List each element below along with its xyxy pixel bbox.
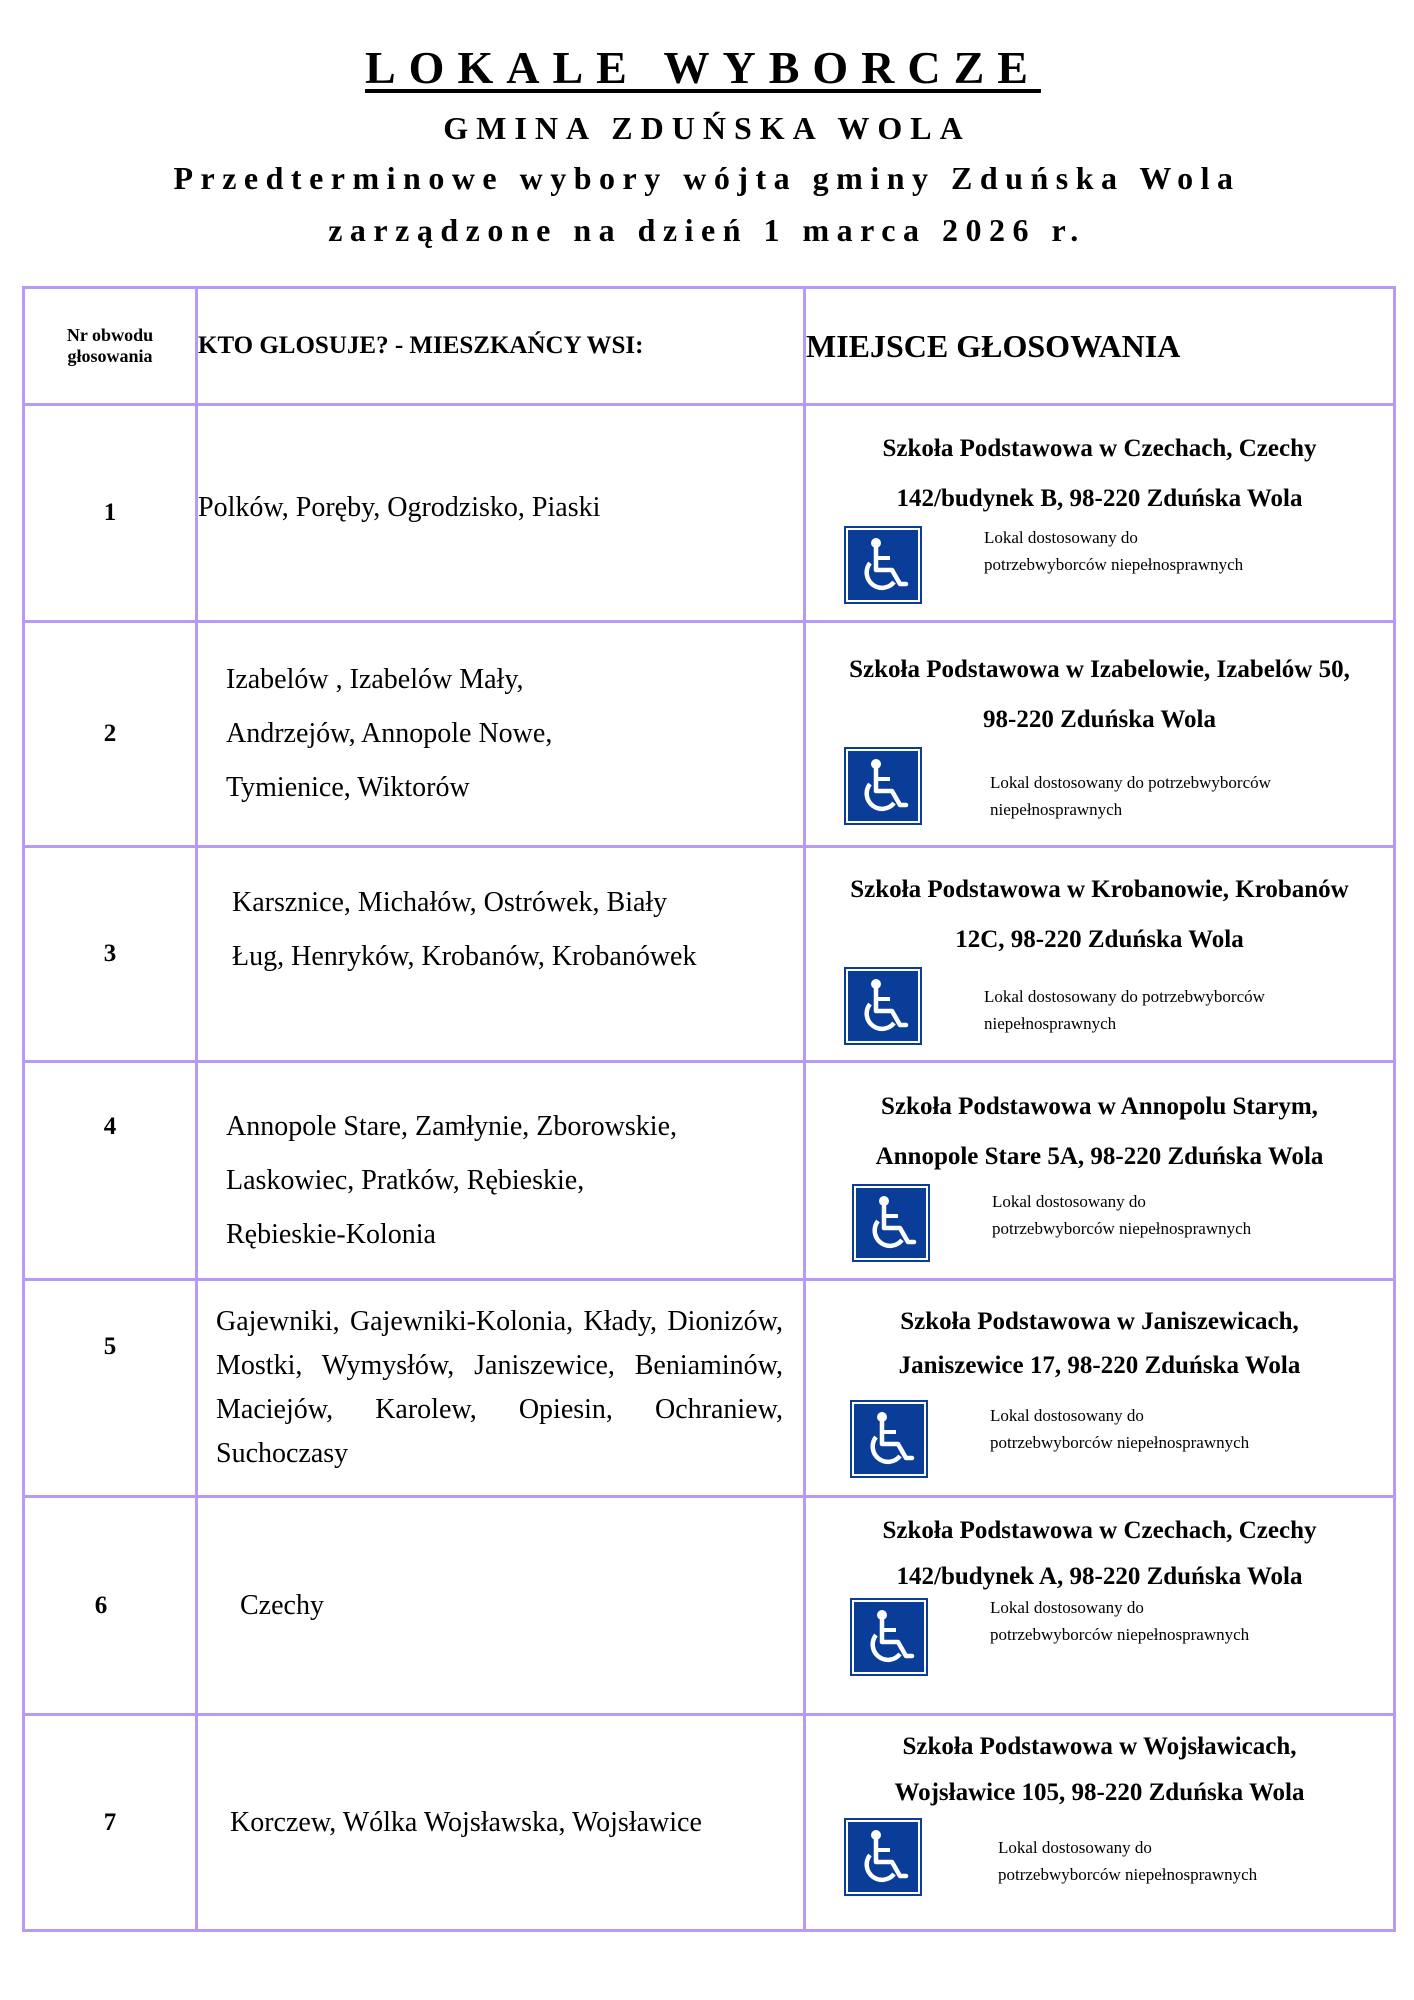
location-line-2: Janiszewice 17, 98-220 Zduńska Wola (898, 1352, 1301, 1379)
location-line-2: 142/budynek B, 98-220 Zduńska Wola (896, 485, 1303, 512)
polling-location (805, 405, 1395, 622)
villages-line: Rębieskie-Kolonia (226, 1218, 436, 1250)
villages-list: Gajewniki, Gajewniki-Kolonia, Kłady, Dionizów, Mostki, Wymysłów, Janiszewice, Beniaminów, Maciejów, Karolew, Opiesin, Ochraniew, Suchoczasy (197, 1280, 805, 1497)
wheelchair-accessibility-icon (852, 1402, 926, 1476)
villages-list: Czechy (197, 1497, 805, 1715)
accessibility-line-2: potrzebwyborców niepełnosprawnych (998, 1865, 1258, 1884)
table-row (24, 622, 1395, 847)
villages-line: Izabelów , Izabelów Mały, (226, 664, 524, 695)
accessibility-line-1: Lokal dostosowany do (998, 1838, 1152, 1857)
district-number: 6 (24, 1497, 197, 1715)
accessibility-info (806, 1402, 1393, 1476)
accessibility-info (806, 1820, 1393, 1894)
location-line-1: Szkoła Podstawowa w Izabelowie, Izabelów 50, (849, 656, 1350, 683)
accessibility-info (806, 528, 1393, 602)
location-line-1: Szkoła Podstawowa w Czechach, Czechy (882, 1517, 1317, 1544)
document-subtitle: GMINA ZDUŃSKA WOLA (443, 110, 971, 146)
table-header-row (24, 288, 1395, 405)
wheelchair-accessibility-icon (852, 1600, 926, 1674)
district-number: 5 (24, 1280, 197, 1497)
table-row (24, 1280, 1395, 1497)
villages-line: Karsznice, Michałów, Ostrówek, Biały (232, 887, 668, 918)
wheelchair-accessibility-icon (854, 1186, 928, 1260)
polling-location (805, 1497, 1395, 1715)
wheelchair-accessibility-icon (846, 969, 920, 1043)
accessibility-line-1: Lokal dostosowany do potrzebwyborców (990, 773, 1271, 792)
location-line-2: 142/budynek A, 98-220 Zduńska Wola (896, 1563, 1303, 1590)
polling-location (805, 622, 1395, 847)
accessibility-line-1: Lokal dostosowany do (992, 1191, 1146, 1211)
location-line-1: Szkoła Podstawowa w Janiszewicach, (900, 1308, 1299, 1335)
accessibility-line-2: potrzebwyborców niepełnosprawnych (984, 555, 1244, 574)
table-row (24, 847, 1395, 1062)
location-line-2: Wojsławice 105, 98-220 Zduńska Wola (894, 1779, 1305, 1806)
location-line-1: Szkoła Podstawowa w Wojsławicach, (902, 1733, 1297, 1760)
villages-list (197, 847, 805, 1062)
column-header-who: KTO GLOSUJE? - MIESZKAŃCY WSI: (197, 288, 805, 405)
polling-location (805, 847, 1395, 1062)
villages-line: Tymienice, Wiktorów (226, 772, 470, 803)
accessibility-line-1: Lokal dostosowany do (990, 1406, 1144, 1425)
accessibility-line-2: niepełnosprawnych (984, 1014, 1117, 1033)
election-description: Przedterminowe wybory wójta gminy Zduńska Wola (173, 160, 1241, 196)
accessibility-info (806, 1186, 1393, 1260)
election-date: zarządzone na dzień 1 marca 2026 r. (328, 212, 1086, 248)
location-line-2: 98-220 Zduńska Wola (983, 706, 1216, 733)
villages-line: Annopole Stare, Zamłynie, Zborowskie, (226, 1110, 678, 1142)
villages-line: Laskowiec, Pratków, Rębieskie, (226, 1164, 585, 1196)
villages-line: Andrzejów, Annopole Nowe, (226, 718, 553, 749)
location-line-2: 12C, 98-220 Zduńska Wola (955, 926, 1244, 953)
district-number: 7 (24, 1715, 197, 1931)
wheelchair-accessibility-icon (846, 1820, 920, 1894)
accessibility-line-2: potrzebwyborców niepełnosprawnych (990, 1433, 1250, 1452)
table-row (24, 1715, 1395, 1931)
villages-list (197, 1062, 805, 1280)
accessibility-line-2: potrzebwyborców niepełnosprawnych (992, 1218, 1252, 1238)
villages-list (197, 622, 805, 847)
table-row (24, 405, 1395, 622)
district-number: 3 (24, 847, 197, 1062)
accessibility-line-1: Lokal dostosowany do potrzebwyborców (984, 987, 1265, 1006)
district-number: 2 (24, 622, 197, 847)
district-number: 1 (24, 405, 197, 622)
location-line-1: Szkoła Podstawowa w Czechach, Czechy (882, 435, 1317, 462)
villages-line: Ług, Henryków, Krobanów, Krobanówek (232, 941, 697, 972)
accessibility-line-2: potrzebwyborców niepełnosprawnych (990, 1625, 1250, 1644)
villages-list: Polków, Poręby, Ogrodzisko, Piaski (197, 405, 805, 622)
location-line-1: Szkoła Podstawowa w Krobanowie, Krobanów (850, 876, 1349, 903)
column-header-where: MIEJSCE GŁOSOWANIA (805, 288, 1395, 405)
accessibility-info (806, 749, 1393, 823)
polling-stations-table (22, 286, 1396, 1932)
column-header-nr: Nr obwodu głosowania (24, 288, 197, 405)
location-line-1: Szkoła Podstawowa w Annopolu Starym, (881, 1092, 1318, 1120)
villages-list: Korczew, Wólka Wojsławska, Wojsławice (197, 1715, 805, 1931)
wheelchair-accessibility-icon (846, 528, 920, 602)
accessibility-info (806, 969, 1393, 1043)
district-number: 4 (24, 1062, 197, 1280)
wheelchair-accessibility-icon (846, 749, 920, 823)
polling-location (805, 1280, 1395, 1497)
document-title: LOKALE WYBORCZE (365, 42, 1041, 93)
table-row (24, 1062, 1395, 1280)
location-line-2: Annopole Stare 5A, 98-220 Zduńska Wola (875, 1142, 1324, 1170)
table-row (24, 1497, 1395, 1715)
accessibility-info (806, 1600, 1393, 1674)
accessibility-line-2: niepełnosprawnych (990, 800, 1123, 819)
accessibility-line-1: Lokal dostosowany do (990, 1598, 1144, 1617)
polling-location (805, 1715, 1395, 1931)
polling-location (805, 1062, 1395, 1280)
accessibility-line-1: Lokal dostosowany do (984, 528, 1138, 547)
